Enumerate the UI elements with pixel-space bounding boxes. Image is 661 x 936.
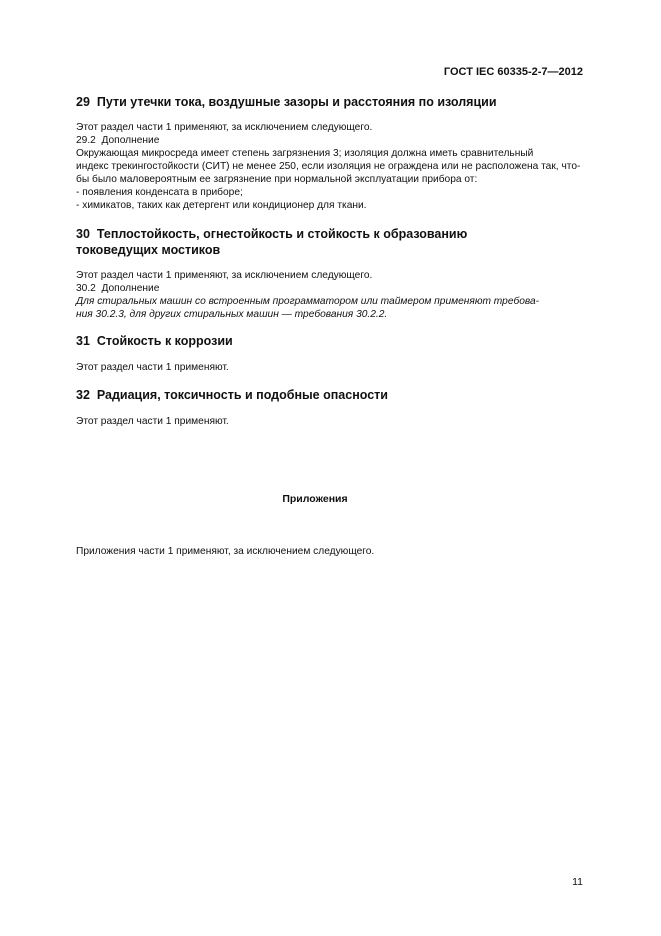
subclause-29-2-number: 29.2	[76, 135, 96, 146]
section-31-heading	[76, 333, 233, 350]
section-31-title: Стойкость к коррозии	[96, 334, 233, 348]
section-29-subclause	[76, 135, 159, 148]
subclause-30-2-title: Дополнение	[101, 283, 160, 294]
section-30-title-line-1: Теплостойкость, огнестойкость и стойкость к образованию	[96, 227, 468, 241]
document-header-id: ГОСТ IEC 60335-2-7—2012	[443, 66, 583, 78]
section-30-paragraph-line-1: Для стиральных машин со встроенным программатором или таймером применяют требова-	[76, 296, 540, 307]
section-32-number: 32	[76, 388, 90, 402]
section-30-number: 30	[76, 227, 90, 241]
subclause-29-2-title: Дополнение	[101, 135, 160, 146]
subclause-30-2-number: 30.2	[76, 283, 96, 294]
section-29-title: Пути утечки тока, воздушные зазоры и расстояния по изоляции	[96, 95, 497, 109]
section-32-heading	[76, 387, 388, 404]
section-30-subclause	[76, 283, 159, 296]
section-30-paragraph-line-2: ния 30.2.3, для других стиральных машин — требования 30.2.2.	[76, 309, 388, 320]
section-31-intro: Этот раздел части 1 применяют.	[76, 362, 229, 373]
section-31-number: 31	[76, 334, 90, 348]
section-29-heading	[76, 94, 497, 111]
section-29-paragraph-line-2: индекс трекингостойкости (СИТ) не менее 250, если изоляция не ограждена или не расположена так, что-	[76, 161, 581, 172]
section-29-paragraph-line-1: Окружающая микросреда имеет степень загрязнения 3; изоляция должна иметь сравнительный	[76, 148, 534, 159]
section-29-paragraph-line-3: бы было маловероятным ее загрязнение при нормальной эксплуатации прибора от:	[76, 174, 478, 185]
appendix-title: Приложения	[282, 493, 348, 505]
section-29-list-item-2: - химикатов, таких как детергент или кондиционер для ткани.	[76, 200, 367, 211]
section-30-heading	[76, 226, 467, 243]
section-32-intro: Этот раздел части 1 применяют.	[76, 416, 229, 427]
section-30-intro: Этот раздел части 1 применяют, за исключением следующего.	[76, 270, 373, 281]
section-30-title-line-2: токоведущих мостиков	[76, 243, 221, 257]
page-number: 11	[572, 876, 583, 888]
section-29-number: 29	[76, 95, 90, 109]
section-29-intro: Этот раздел части 1 применяют, за исключением следующего.	[76, 122, 373, 133]
section-29-list-item-1: - появления конденсата в приборе;	[76, 187, 243, 198]
appendix-text: Приложения части 1 применяют, за исключением следующего.	[76, 546, 375, 557]
section-32-title: Радиация, токсичность и подобные опасности	[96, 388, 388, 402]
